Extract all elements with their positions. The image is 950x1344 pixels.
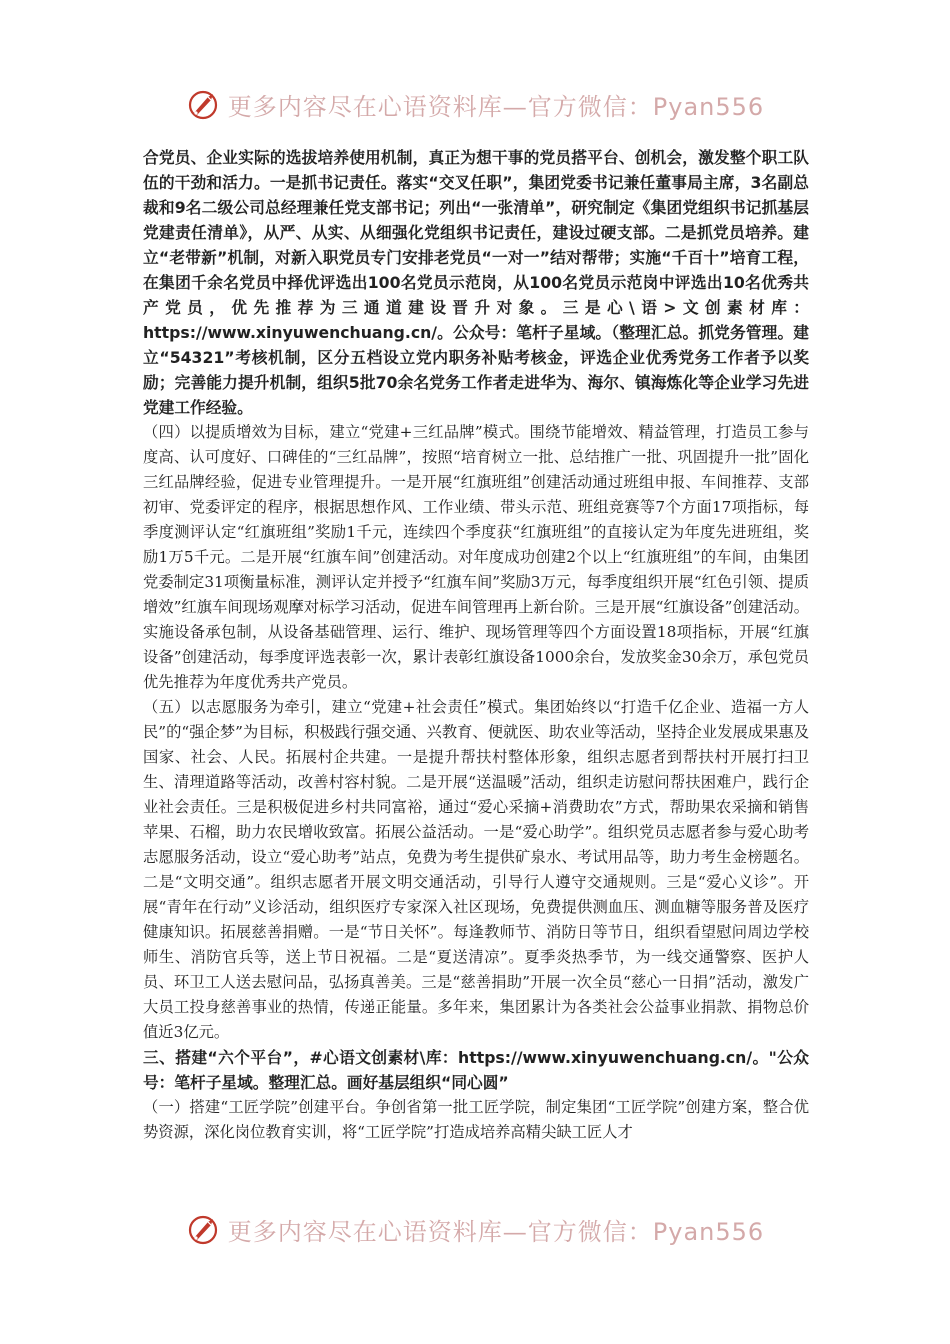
watermark-text: 更多内容尽在心语资料库—官方微信： bbox=[227, 1217, 653, 1246]
pen-nib-logo-icon bbox=[186, 1211, 222, 1247]
watermark-banner-bottom bbox=[0, 1207, 950, 1251]
watermark-text: 更多内容尽在心语资料库—官方微信： bbox=[227, 92, 653, 121]
watermark-banner-top bbox=[0, 82, 950, 126]
paragraph-2: （四）以提质增效为目标，建立“党建+三红品牌”模式。围绕节能增效、精益管理，打造员工参与度高、认可度好、口碑佳的“三红品牌”，按照“培育树立一批、总结推广一批、巩固提升一批”固化三红品牌经验，促进专业管理提升。一是开展“红旗班组”创建活动通过班组申报、车间推荐、支部初审、党委评定的程序，根据思想作风、工作业绩、带头示范、班组竞赛等7个方面17项指标，每季度测评认定“红旗班组”奖励1千元，连续四个季度获“红旗班组”的直接认定为年度先进班组，奖励1万5千元。二是开展“红旗车间”创建活动。对年度成功创建2个以上“红旗班组”的车间，由集团党委制定31项衡量标准，测评认定并授予“红旗车间”奖励3万元，每季度组织开展“红色引领、提质增效”红旗车间现场观摩对标学习活动，促进车间管理再上新台阶。三是开展“红旗设备”创建活动。实施设备承包制，从设备基础管理、运行、维护、现场管理等四个方面设置18项指标，开展“红旗设备”创建活动，每季度评选表彰一次，累计表彰红旗设备1000余台，发放奖金30余万，承包党员优先推荐为年度优秀共产党员。 bbox=[143, 423, 809, 692]
document-body bbox=[143, 146, 809, 1145]
paragraph-3: （五）以志愿服务为牵引，建立“党建+社会责任”模式。集团始终以“打造千亿企业、造福一方人民”的“强企梦”为目标，积极践行强交通、兴教育、便就医、助农业等活动，坚持企业发展成果惠及国家、社会、人民。拓展村企共建。一是提升帮扶村整体形象，组织志愿者到帮扶村开展打扫卫生、清理道路等活动，改善村容村貌。二是开展“送温暖”活动，组织走访慰问帮扶困难户，践行企业社会责任。三是积极促进乡村共同富裕，通过“爱心采摘+消费助农”方式，帮助果农采摘和销售苹果、石榴，助力农民增收致富。拓展公益活动。一是“爱心助学”。组织党员志愿者参与爱心助考志愿服务活动，设立“爱心助考”站点，免费为考生提供矿泉水、考试用品等，助力考生金榜题名。二是“文明交通”。组织志愿者开展文明交通活动，引导行人遵守交通规则。三是“爱心义诊”。开展“青年在行动”义诊活动，组织医疗专家深入社区现场，免费提供测血压、测血糖等服务普及医疗健康知识。拓展慈善捐赠。一是“节日关怀”。每逢教师节、消防日等节日，组织看望慰问周边学校师生、消防官兵等，送上节日祝福。二是“夏送清凉”。夏季炎热季节，为一线交通警察、医护人员、环卫工人送去慰问品，弘扬真善美。三是“慈善捐助”开展一次全员“慈心一日捐”活动，激发广大员工投身慈善事业的热情，传递正能量。多年来，集团累计为各类社会公益事业捐款、捐物总价值近3亿元。 bbox=[143, 698, 809, 1042]
section-heading-3: 三、搭建“六个平台”，#心语文创素材\库：https://www.xinyuwenchuang.cn/。"公众号：笔杆子星域。整理汇总。画好基层组织“同心圆” bbox=[143, 1048, 809, 1093]
watermark-wechat-id: Pyan556 bbox=[652, 1217, 765, 1246]
pen-nib-logo-icon bbox=[186, 86, 222, 122]
paragraph-4: （一）搭建“工匠学院”创建平台。争创省第一批工匠学院，制定集团“工匠学院”创建方案，整合优势资源，深化岗位教育实训，将“工匠学院”打造成培养高精尖缺工匠人才 bbox=[143, 1098, 809, 1142]
watermark-wechat-id: Pyan556 bbox=[652, 92, 765, 121]
paragraph-1: 合党员、企业实际的选拔培养使用机制，真正为想干事的党员搭平台、创机会，激发整个职工队伍的干劲和活力。一是抓书记责任。落实“交叉任职”，集团党委书记兼任董事局主席，3名副总裁和9名二级公司总经理兼任党支部书记；列出“一张清单”，研究制定《集团党组织书记抓基层党建责任清单》，从严、从实、从细强化党组织书记责任，建设过硬支部。二是抓党员培养。建立“老带新”机制，对新入职党员专门安排老党员“一对一”结对帮带；实施“千百十”培育工程，在集团千余名党员中择优评选出100名党员示范岗，从100名党员示范岗中评选出10名优秀共产党员，优先推荐为三通道建设晋升对象。三是心\语>文创素材库：https://www.xinyuwenchuang.cn/。公众号：笔杆子星域。（整理汇总。抓党务管理。建立“54321”考核机制，区分五档设立党内职务补贴考核金，评选企业优秀党务工作者予以奖励；完善能力提升机制，组织5批70余名党务工作者走进华为、海尔、镇海炼化等企业学习先进党建工作经验。 bbox=[143, 148, 809, 417]
